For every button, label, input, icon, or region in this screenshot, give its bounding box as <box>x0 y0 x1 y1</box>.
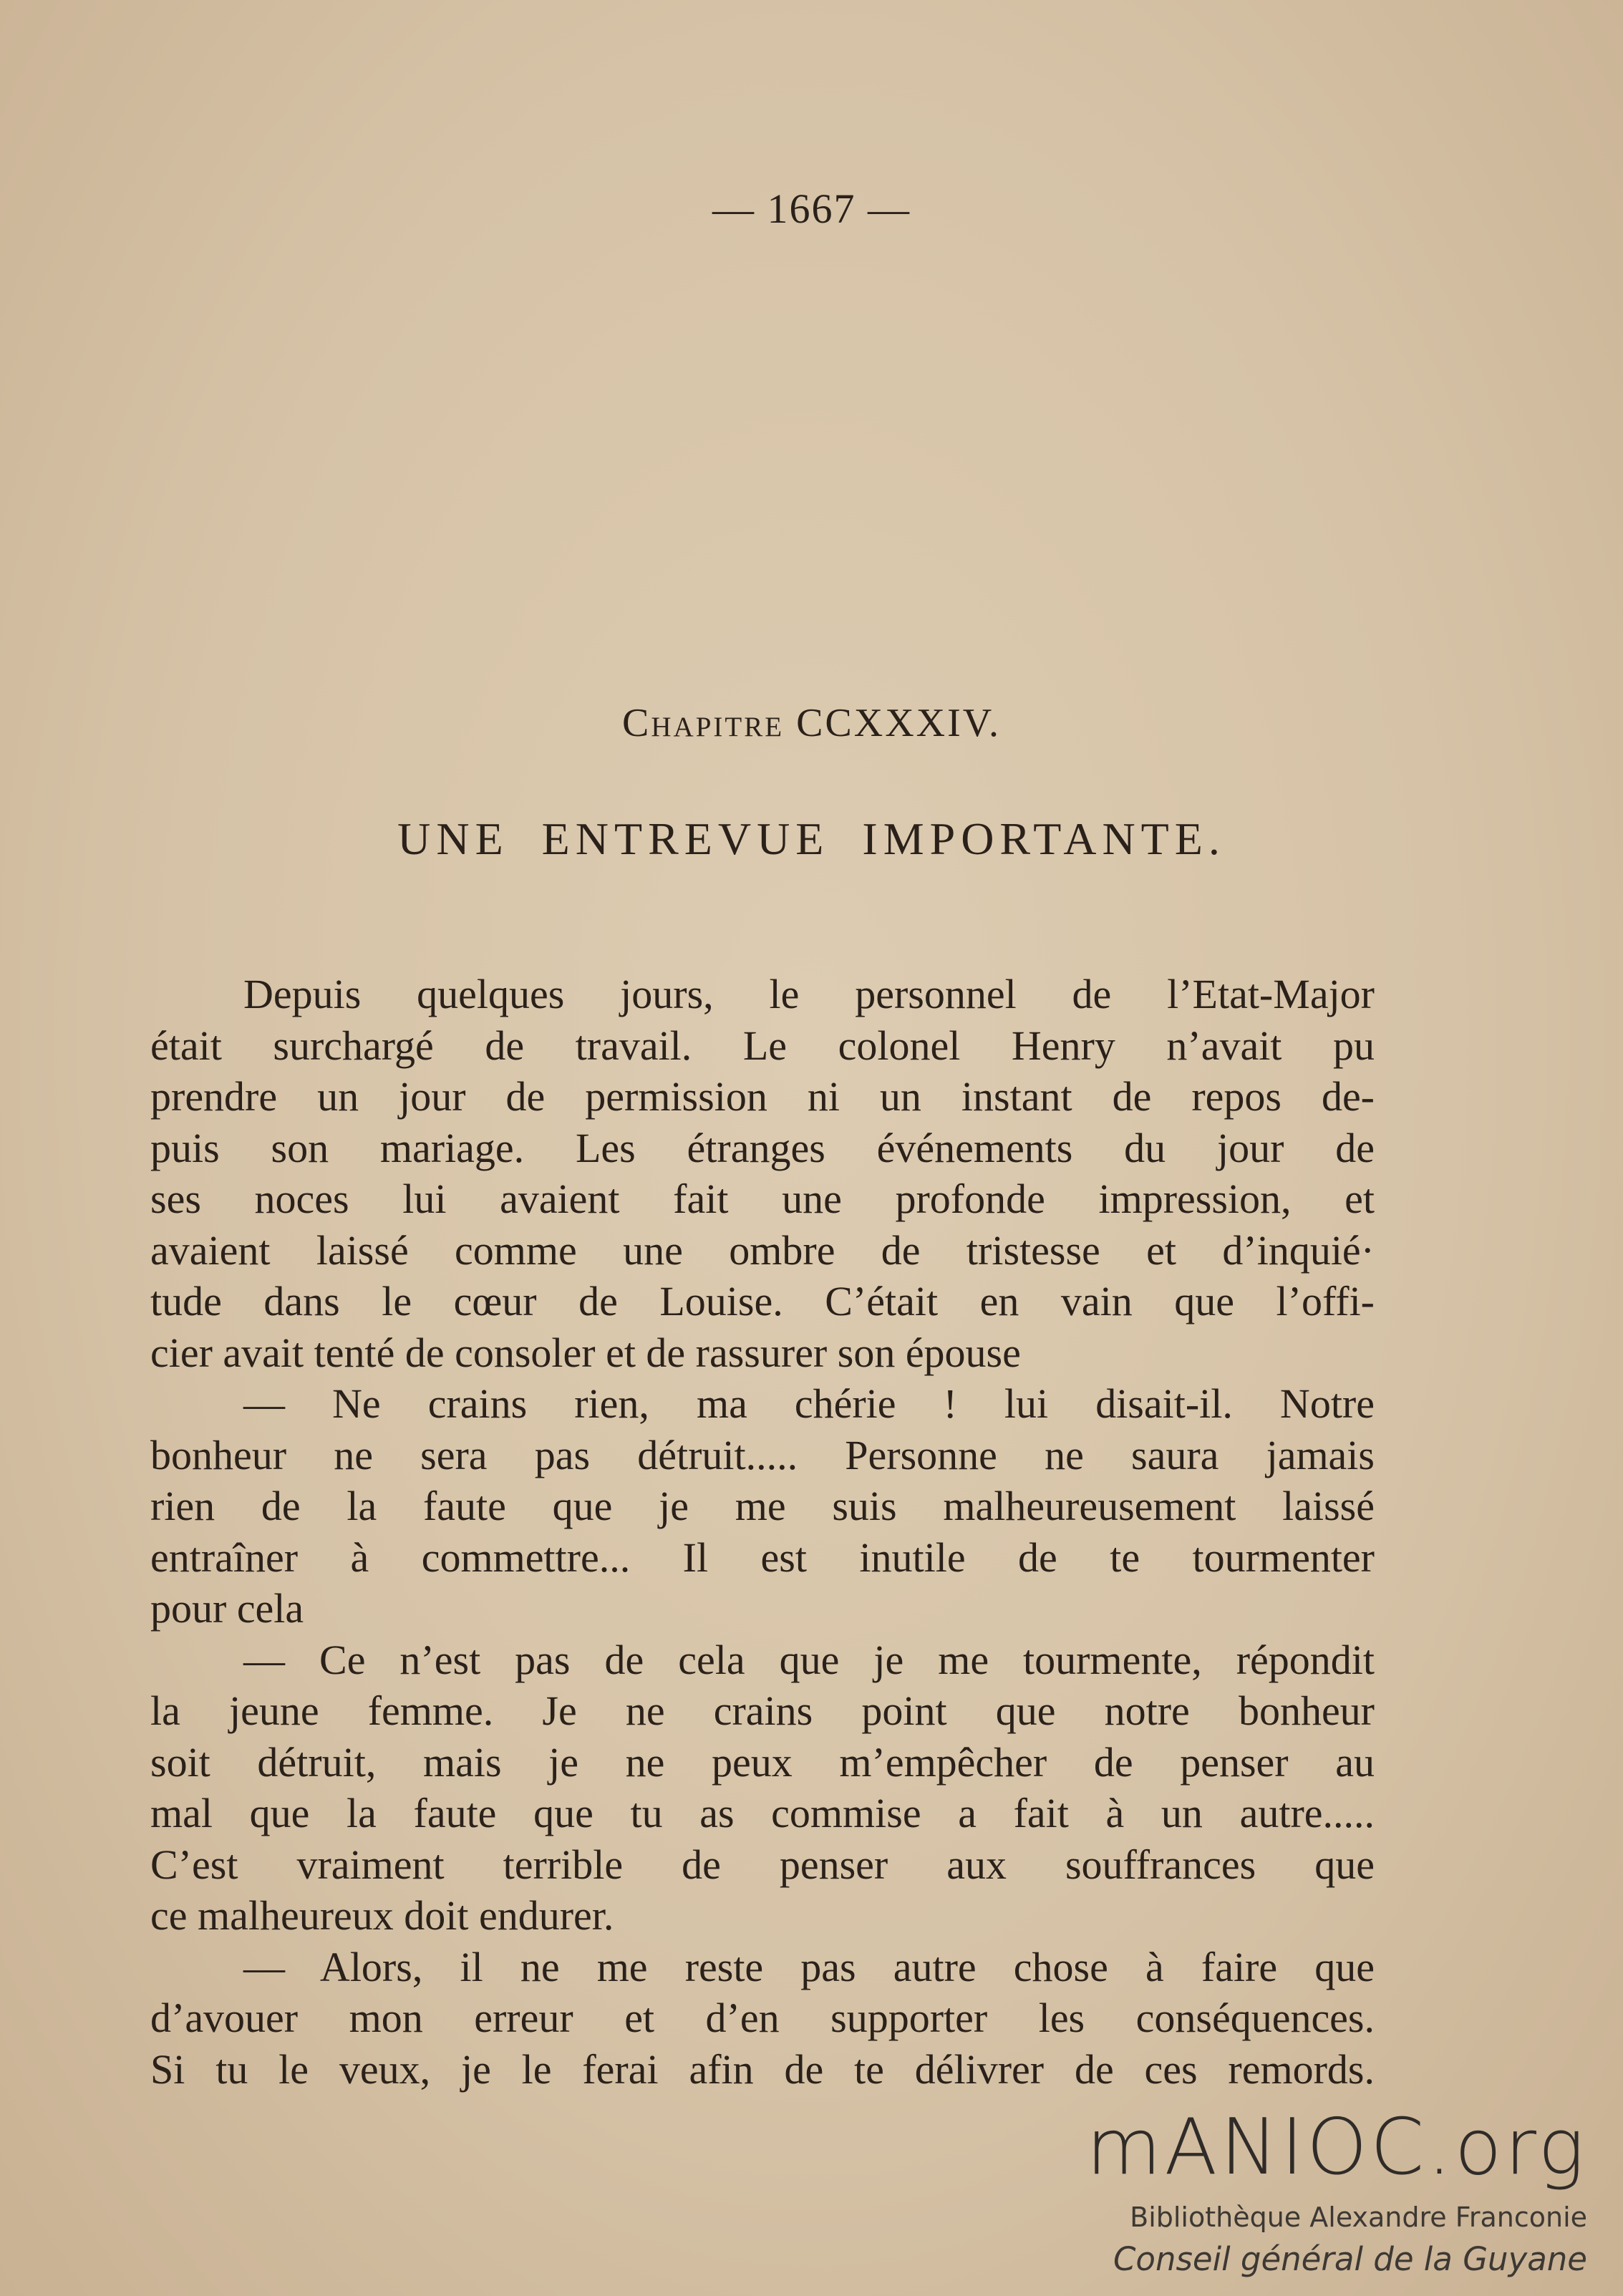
body-text <box>150 969 1375 2095</box>
chapter-heading <box>0 700 1623 746</box>
text-line: était surchargé de travail. Le colonel Henry n’avait pu <box>150 1022 1375 1069</box>
text-line: la jeune femme. Je ne crains point que notre bonheur <box>150 1687 1375 1734</box>
text-line: pour cela <box>150 1585 304 1632</box>
text-line: ses noces lui avaient fait une profonde impression, et <box>150 1176 1375 1222</box>
text-line: avaient laissé comme une ombre de tristesse et d’inquié· <box>150 1226 1375 1274</box>
stamp-library: Bibliothèque Alexandre Franconie <box>1130 2201 1587 2233</box>
text-line: tude dans le cœur de Louise. C’était en vain que l’offi- <box>150 1278 1375 1324</box>
stamp-council: Conseil général de la Guyane <box>1113 2240 1587 2278</box>
chapter-number: CCXXXIV. <box>796 701 1001 745</box>
text-line: entraîner à commettre... Il est inutile de te tourmenter <box>150 1534 1375 1581</box>
text-line: soit détruit, mais je ne peux m’empêcher de penser au <box>150 1738 1375 1786</box>
chapter-label: Chapitre <box>622 701 785 745</box>
text-line: rien de la faute que je me suis malheureusement laissé <box>150 1483 1375 1529</box>
text-line: ce malheureux doit endurer. <box>150 1892 614 1939</box>
text-line: — Ce n’est pas de cela que je me tourmente, répondit <box>243 1636 1375 1683</box>
text-line: mal que la faute que tu as commise a fait à un autre..... <box>150 1790 1375 1836</box>
text-line: Si tu le veux, je le ferai afin de te délivrer de ces remords. <box>150 2045 1375 2093</box>
text-line: cier avait tenté de consoler et de rassurer son épouse <box>150 1329 1021 1376</box>
text-line: d’avouer mon erreur et d’en supporter les conséquences. <box>150 1995 1375 2041</box>
text-line: puis son mariage. Les étranges événements du jour de <box>150 1124 1375 1171</box>
text-line: — Ne crains rien, ma chérie ! lui disait-il. Notre <box>243 1380 1375 1427</box>
manioc-stamp <box>1086 2103 1587 2282</box>
text-line: bonheur ne sera pas détruit..... Personne ne saura jamais <box>150 1431 1375 1478</box>
chapter-title: UNE ENTREVUE IMPORTANTE. <box>397 813 1226 864</box>
text-line: C’est vraiment terrible de penser aux souffrances que <box>150 1841 1375 1888</box>
text-line: prendre un jour de permission ni un instant de repos de- <box>150 1073 1375 1120</box>
manioc-logo: mANIOC.org <box>1086 2103 1587 2192</box>
text-line: — Alors, il ne me reste pas autre chose à faire que <box>243 1943 1375 1990</box>
page-number: — 1667 — <box>712 185 911 232</box>
text-line: Depuis quelques jours, le personnel de l’Etat-Major <box>243 971 1375 1017</box>
